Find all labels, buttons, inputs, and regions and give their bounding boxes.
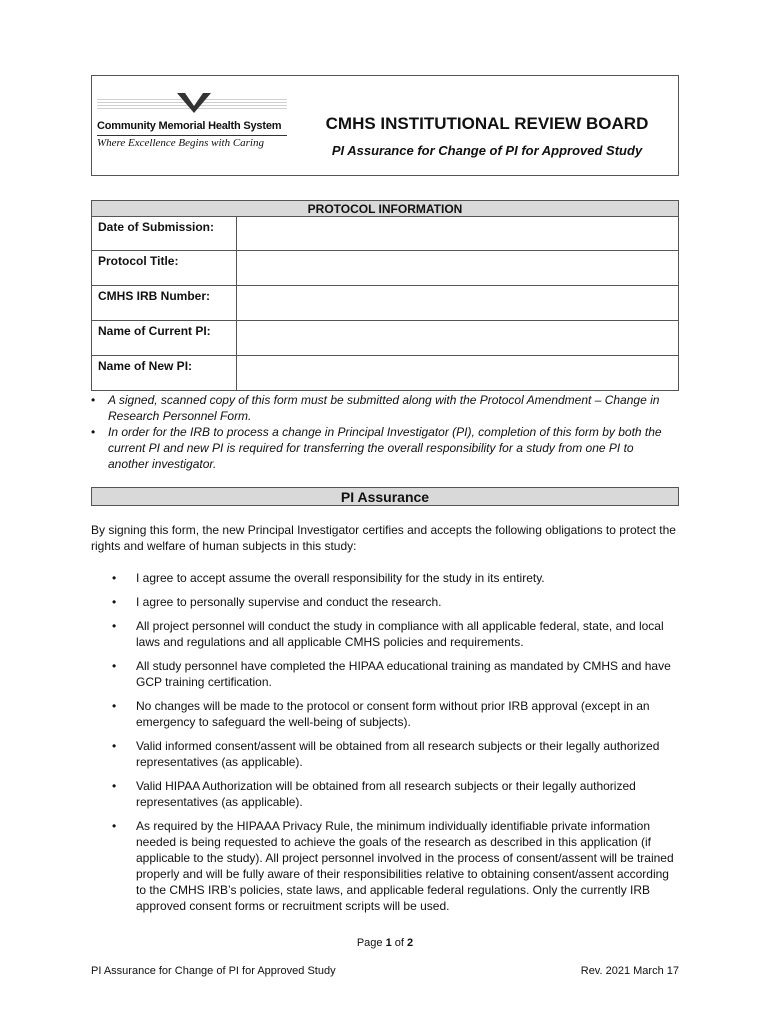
page-total: 2: [407, 937, 414, 949]
irb-number-field[interactable]: [237, 286, 679, 321]
protocol-info-heading: PROTOCOL INFORMATION: [92, 201, 679, 217]
footer-form-name: PI Assurance for Change of PI for Approved Study: [91, 965, 336, 977]
bullet-icon: •: [112, 779, 117, 793]
logo-mark-icon: [177, 93, 211, 113]
list-item: [112, 594, 677, 610]
logo-rule: [97, 135, 287, 136]
page-title: CMHS INSTITUTIONAL REVIEW BOARD: [325, 114, 649, 133]
list-item: [112, 618, 677, 650]
obligation-text: Valid HIPAA Authorization will be obtained from all research subjects or their legally authorized representatives (as applicable).: [136, 779, 636, 809]
bullet-icon: •: [91, 393, 96, 407]
obligation-text: Valid informed consent/assent will be obtained from all research subjects or their legally authorized representatives (as applicable).: [136, 739, 660, 769]
date-of-submission-field[interactable]: [237, 217, 679, 251]
pi-assurance-heading: PI Assurance: [91, 487, 679, 506]
assurance-intro: By signing this form, the new Principal Investigator certifies and accepts the following obligations to protect the rights and welfare of human subjects in this study:: [91, 523, 676, 553]
list-item: [91, 424, 676, 472]
logo-tagline: Where Excellence Begins with Caring: [97, 137, 264, 149]
field-label-date-of-submission: Date of Submission:: [92, 217, 237, 251]
note-text: In order for the IRB to process a change in Principal Investigator (PI), completion of this form by both the current PI and new PI is required for transferring the overall responsibility for a study from one PI to another investigator.: [108, 425, 662, 471]
list-item: [112, 818, 677, 914]
page-prefix: Page: [356, 937, 386, 949]
obligation-text: I agree to personally supervise and conduct the research.: [136, 595, 442, 609]
bullet-icon: •: [112, 739, 117, 753]
list-item: [112, 570, 677, 586]
field-label-new-pi: Name of New PI:: [92, 356, 237, 391]
bullet-icon: •: [112, 819, 117, 833]
bullet-icon: •: [91, 425, 96, 439]
footer-revision: Rev. 2021 March 17: [580, 965, 679, 977]
logo-name: Community Memorial Health System: [97, 120, 282, 132]
obligations-list: [112, 570, 677, 922]
list-item: [112, 698, 677, 730]
obligation-text: No changes will be made to the protocol or consent form without prior IRB approval (except in an emergency to safeguard the well-being of subjects).: [136, 699, 650, 729]
bullet-icon: •: [112, 619, 117, 633]
bullet-icon: •: [112, 571, 117, 585]
page-number: [0, 937, 770, 949]
page-of: of: [391, 937, 408, 949]
current-pi-field[interactable]: [237, 321, 679, 356]
list-item: [112, 778, 677, 810]
bullet-icon: •: [112, 699, 117, 713]
bullet-icon: •: [112, 659, 117, 673]
page-subtitle: PI Assurance for Change of PI for Approved Study: [331, 143, 643, 158]
page-current: 1: [385, 937, 392, 949]
note-text: A signed, scanned copy of this form must be submitted along with the Protocol Amendment – Change in Research Personnel Form.: [108, 393, 660, 423]
field-label-protocol-title: Protocol Title:: [92, 251, 237, 286]
protocol-title-field[interactable]: [237, 251, 679, 286]
cmhs-logo: [97, 93, 287, 155]
obligation-text: As required by the HIPAAA Privacy Rule, the minimum individually identifiable private information needed is being requested to achieve the goals of the research as described in this application (if applicable to the study). All project personnel involved in the process of consent/assent will be trained properly and will be fully aware of their responsibilities relative to obtaining consent/assent according to the CMHS IRB’s policies, state laws, and applicable federal regulations. Only the currently IRB approved consent forms or recruitment scripts will be used.: [136, 819, 674, 913]
list-item: [112, 738, 677, 770]
bullet-icon: •: [112, 595, 117, 609]
instruction-notes: [91, 392, 676, 472]
protocol-info-table: [91, 200, 679, 391]
document-header: [91, 75, 679, 176]
field-label-current-pi: Name of Current PI:: [92, 321, 237, 356]
list-item: [112, 658, 677, 690]
new-pi-field[interactable]: [237, 356, 679, 391]
obligation-text: All study personnel have completed the HIPAA educational training as mandated by CMHS and have GCP training certification.: [136, 659, 671, 689]
obligation-text: I agree to accept assume the overall responsibility for the study in its entirety.: [136, 571, 545, 585]
field-label-irb-number: CMHS IRB Number:: [92, 286, 237, 321]
obligation-text: All project personnel will conduct the study in compliance with all applicable federal, state, and local laws and regulations and all applicable CMHS policies and requirements.: [136, 619, 664, 649]
list-item: [91, 392, 676, 424]
